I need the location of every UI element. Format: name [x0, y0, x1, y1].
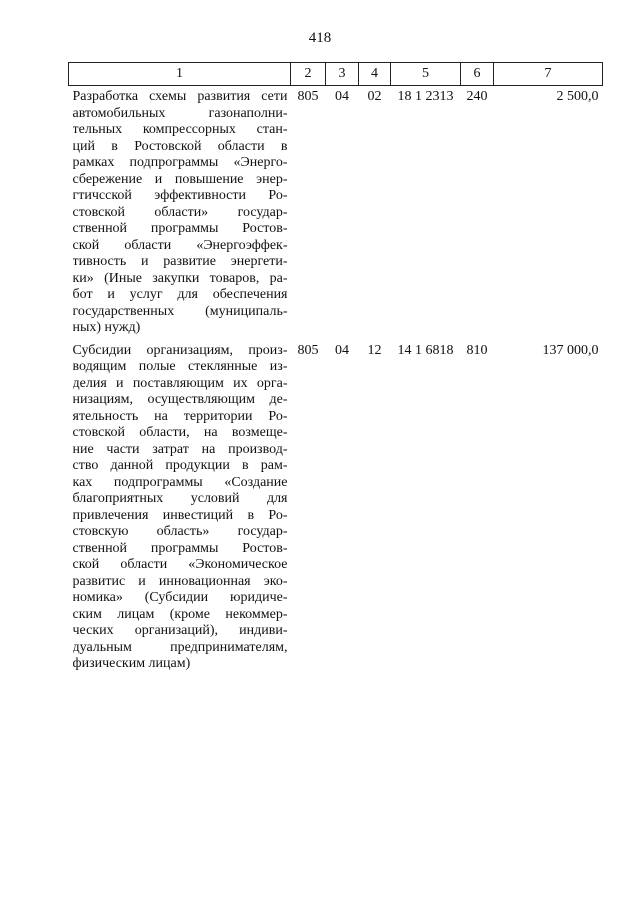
description-line: ским лицам (кроме некоммер- [72, 606, 288, 622]
page-number: 418 [308, 30, 332, 46]
description-line: Разработка схемы развития сети [72, 89, 288, 104]
description-line: дуальным предпринимателям, [72, 639, 288, 655]
budget-table [68, 62, 603, 673]
header-col-2: 2 [291, 63, 326, 86]
header-col-7: 7 [494, 63, 603, 86]
description-line: тельных компрессорных стан- [72, 122, 288, 137]
description-line: стовскую область» государ- [72, 524, 288, 539]
row-description [69, 86, 291, 341]
description-line: низациям, осуществляющим де- [72, 392, 288, 407]
section-code: 04 [335, 342, 349, 358]
description-line: ственной программы Ростов- [72, 540, 288, 556]
ministry-code: 805 [297, 342, 319, 358]
section-code: 04 [335, 89, 349, 104]
target-article-code: 14 1 6818 [397, 342, 454, 358]
description-line: ние части затрат на производ- [72, 441, 288, 457]
description-line: ки» (Иные закупки товаров, ра- [72, 270, 288, 286]
description-line: водящим полые стеклянные из- [72, 359, 288, 374]
target-article-code: 18 1 2313 [397, 89, 454, 104]
table-row [69, 86, 603, 341]
description-line: ций в Ростовской области в [72, 138, 288, 154]
header-col-1: 1 [69, 63, 291, 86]
description-line: рамках подпрограммы «Энерго- [72, 155, 288, 170]
description-line: автомобильных газонаполни- [72, 105, 288, 121]
ministry-code: 805 [297, 89, 319, 104]
amount-value: 2 500,0 [556, 89, 599, 104]
description-line: ской области «Экономическое [72, 557, 288, 572]
table-row [69, 341, 603, 673]
header-row [69, 63, 603, 86]
description-line: гтичсской эффективности Ро- [72, 188, 288, 203]
description-line: ках подпрограммы «Создание [72, 474, 288, 490]
header-col-3: 3 [326, 63, 359, 86]
description-line: ственной программы Ростов- [72, 221, 288, 236]
description-line: государственных (муниципаль- [72, 303, 288, 319]
description-line: благоприятных условий для [72, 491, 288, 506]
description-line: ятельность на территории Ро- [72, 408, 288, 424]
description-line: физическим лицам) [72, 656, 191, 671]
description-line: стовской области, на возмеще- [72, 425, 288, 440]
expense-type-code: 810 [466, 342, 488, 358]
expense-type-code: 240 [466, 89, 488, 104]
header-col-4: 4 [359, 63, 391, 86]
description-line: стовской области» государ- [72, 204, 288, 220]
header-col-6: 6 [461, 63, 494, 86]
description-line: ческих организаций), индиви- [72, 623, 288, 638]
description-line: ных) нужд) [72, 320, 141, 335]
table-header [69, 63, 603, 86]
description-line: сбережение и повышение энер- [72, 171, 288, 187]
subsection-code: 02 [367, 89, 382, 104]
description-line: делия и поставляющим их орга- [72, 375, 288, 391]
header-col-5: 5 [391, 63, 461, 86]
description-line: ской области «Энергоэффек- [72, 237, 288, 253]
subsection-code: 12 [367, 342, 382, 358]
description-line: ство данной продукции в рам- [72, 458, 288, 473]
description-line: номика» (Субсидии юридиче- [72, 590, 288, 605]
row-description [69, 341, 291, 673]
amount-value: 137 000,0 [542, 342, 599, 358]
description-line: бот и услуг для обеспечения [72, 287, 288, 302]
description-line: Субсидии организациям, произ- [72, 342, 288, 358]
description-line: тивность и развитие энергети- [72, 254, 288, 269]
description-line: развитис и инновационная эко- [72, 573, 288, 589]
description-line: привлечения инвестиций в Ро- [72, 507, 288, 523]
